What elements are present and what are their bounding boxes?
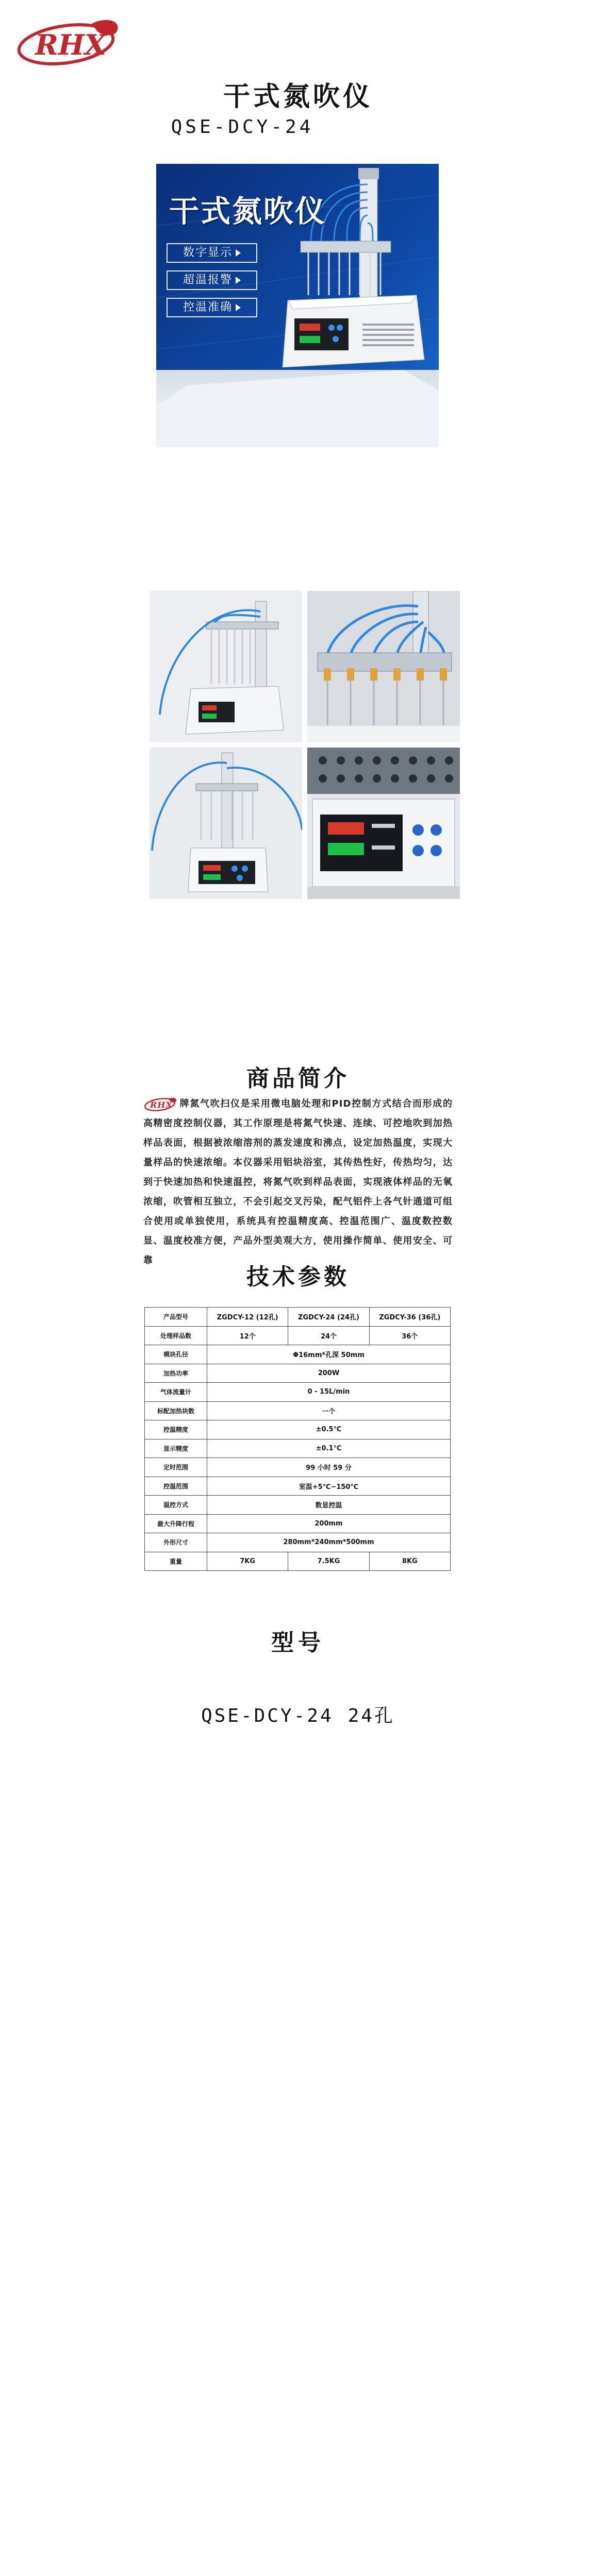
spec-row — [145, 1552, 451, 1571]
arrow-right-icon — [236, 304, 241, 311]
spec-row — [145, 1420, 451, 1439]
spec-cell: 7KG — [207, 1552, 288, 1571]
logo-text: RHX — [35, 28, 106, 61]
spec-value: 0 - 15L/min — [207, 1383, 451, 1402]
spec-value: 280mm*240mm*500mm — [207, 1533, 451, 1552]
spec-label: 标配加热块数 — [145, 1401, 207, 1420]
model-line — [0, 1701, 596, 1727]
hero-tag-accuracy — [167, 298, 257, 317]
spec-cell: 24个 — [288, 1326, 369, 1345]
model-code: QSE-DCY-24 — [201, 1705, 334, 1726]
spec-cell: ZGDCY-12 (12孔) — [207, 1308, 288, 1327]
spec-cell: 12个 — [207, 1326, 288, 1345]
model-holes: 24孔 — [347, 1705, 395, 1726]
spec-cell: ZGDCY-36 (36孔) — [369, 1308, 450, 1327]
spec-label: 气体流量计 — [145, 1383, 207, 1402]
spec-value: 一个 — [207, 1401, 451, 1420]
spec-value: 200mm — [207, 1514, 451, 1533]
spec-label: 温控方式 — [145, 1496, 207, 1515]
hero-tag-digital — [167, 243, 257, 263]
spec-label: 控温精度 — [145, 1420, 207, 1439]
spec-row — [145, 1514, 451, 1533]
spec-cell: ZGDCY-24 (24孔) — [288, 1308, 369, 1327]
spec-label: 模块孔径 — [145, 1345, 207, 1364]
spec-row — [145, 1439, 451, 1458]
page-model: QSE-DCY-24 — [171, 116, 314, 138]
arrow-right-icon — [236, 277, 241, 284]
spec-row — [145, 1533, 451, 1552]
spec-label: 加热功率 — [145, 1364, 207, 1383]
spec-row — [145, 1401, 451, 1420]
hero-tag-label: 数字显示 — [183, 246, 233, 259]
intro-body — [143, 1094, 453, 1270]
spec-label: 控温范围 — [145, 1477, 207, 1496]
page-title: 干式氮吹仪 — [223, 81, 373, 112]
spec-value: ±0.5℃ — [207, 1420, 451, 1439]
spec-value: 数显控温 — [207, 1496, 451, 1515]
arrow-right-icon — [236, 249, 241, 257]
spec-label: 定时范围 — [145, 1458, 207, 1477]
spec-row — [145, 1345, 451, 1364]
spec-label: 重量 — [145, 1552, 207, 1571]
spec-row — [145, 1383, 451, 1402]
spec-heading: 技术参数 — [246, 1264, 350, 1290]
spec-label: 产品型号 — [145, 1308, 207, 1327]
photo-front-view — [150, 748, 302, 899]
model-heading: 型号 — [271, 1630, 325, 1656]
logo-text: RHX — [150, 1100, 173, 1110]
intro-text: 牌氮气吹扫仪是采用微电脑处理和PID控制方式结合而形成的高精密度控制仪器，其工作原理是将氮气快速、连续、可控地吹到加热样品表面，根据被浓缩溶剂的蒸发速度和沸点，设定加热温度，实现大量样品的快速浓缩。本仪器采用铝块浴室，其传热性好，传热均匀，达到于快速加热和快速温控，将氮气吹到样品表面，实现液体样品的无氧浓缩，吹管相互独立，不会引起交叉污染，配气铝件上各气针通道可组合使用或单独使用，系统具有控温精度高、控温范围广、温度数控数显、温度校准方便，产品外型美观大方，使用操作简单、使用安全、可靠 — [143, 1098, 453, 1266]
spec-label: 外形尺寸 — [145, 1533, 207, 1552]
spec-value: ±0.1℃ — [207, 1439, 451, 1458]
spec-row — [145, 1496, 451, 1515]
brand-logo-small — [143, 1096, 179, 1112]
spec-cell: 7.5KG — [288, 1552, 369, 1571]
brand-logo — [14, 14, 128, 71]
hero-tag-alarm — [167, 270, 257, 290]
spec-cell: 36个 — [369, 1326, 450, 1345]
hero-tag-label: 控温准确 — [183, 301, 233, 314]
spec-row — [145, 1364, 451, 1383]
photo-control-panel — [307, 748, 460, 899]
intro-heading: 商品简介 — [246, 1065, 350, 1092]
hero-tag-label: 超温报警 — [183, 274, 233, 286]
spec-table — [144, 1307, 451, 1571]
spec-cell: 8KG — [369, 1552, 450, 1571]
spec-value: 室温+5℃~150℃ — [207, 1477, 451, 1496]
spec-value: Φ16mm*孔深 50mm — [207, 1345, 451, 1364]
spec-row — [145, 1326, 451, 1345]
spec-label: 处理样品数 — [145, 1326, 207, 1345]
photo-gas-manifold — [307, 591, 460, 742]
spec-row — [145, 1308, 451, 1327]
hero-title: 干式氮吹仪 — [169, 194, 327, 229]
hero-banner — [156, 164, 439, 447]
spec-label: 显示精度 — [145, 1439, 207, 1458]
photo-side-view — [150, 591, 302, 742]
spec-value: 99 小时 59 分 — [207, 1458, 451, 1477]
spec-row — [145, 1477, 451, 1496]
spec-value: 200W — [207, 1364, 451, 1383]
spec-label: 最大升降行程 — [145, 1514, 207, 1533]
spec-row — [145, 1458, 451, 1477]
